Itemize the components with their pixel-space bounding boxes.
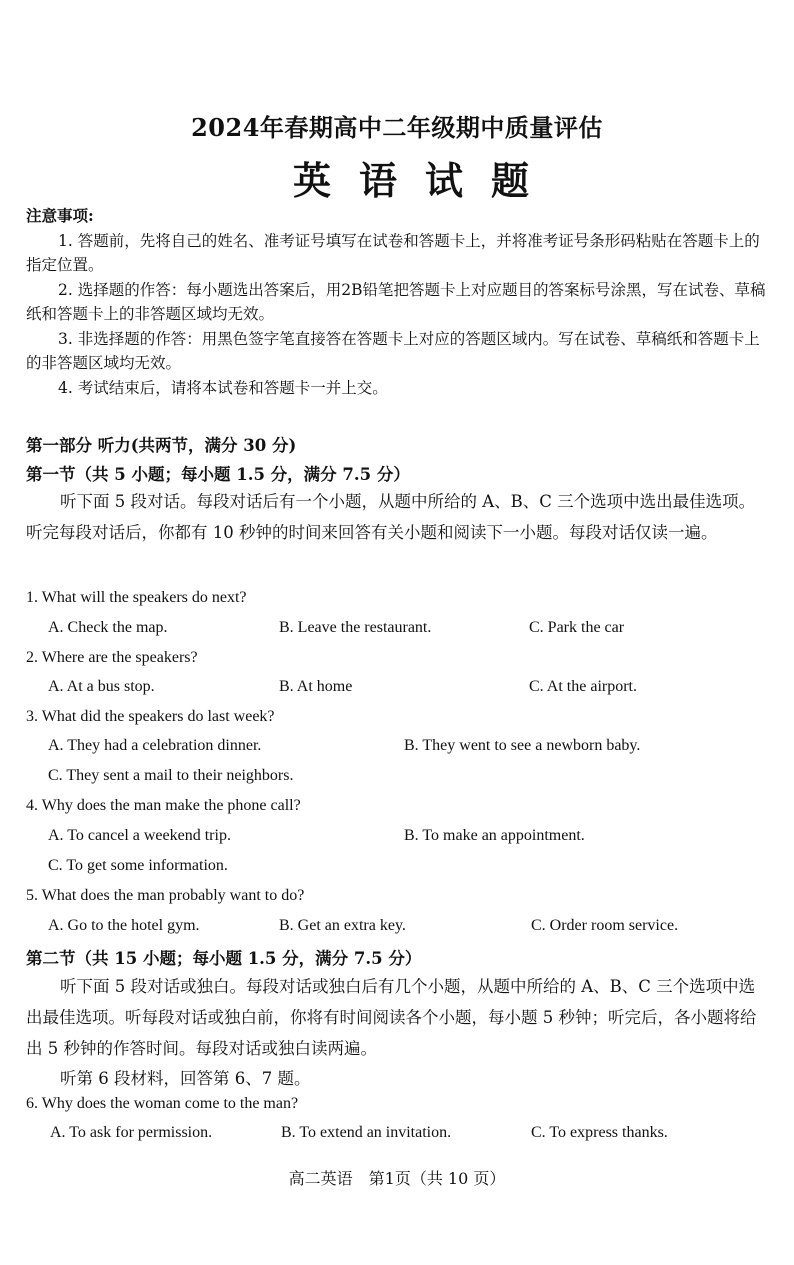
option-a: A. Check the map. (48, 619, 168, 636)
section1-title: 第一节（共 5 小题；每小题 1.5 分，满分 7.5 分） (26, 465, 410, 484)
option-b: B. At home (279, 678, 353, 695)
option-c: C. To get some information. (48, 857, 228, 874)
question-stem: 5. What does the man probably want to do? (26, 887, 305, 904)
question-stem: 4. Why does the man make the phone call? (26, 797, 301, 814)
option-a: A. To ask for permission. (50, 1124, 213, 1141)
material-note: 听第 6 段材料，回答第 6、7 题。 (60, 1069, 311, 1088)
notice-item: 2. 选择题的作答：每小题选出答案后，用2B铅笔把答题卡上对应题目的答案标号涂黑，写在试卷、草稿纸和答题卡上的非答题区域均无效。 (26, 280, 766, 323)
notice-item: 4. 考试结束后，请将本试卷和答题卡一并上交。 (58, 378, 388, 397)
option-a: A. Go to the hotel gym. (48, 917, 200, 934)
option-b: B. To make an appointment. (404, 827, 585, 844)
option-c: C. Order room service. (531, 917, 679, 934)
section2-title: 第二节（共 15 小题；每小题 1.5 分，满分 7.5 分） (26, 949, 422, 968)
question-stem: 3. What did the speakers do last week? (26, 708, 275, 725)
notice-item: 1. 答题前，先将自己的姓名、准考证号填写在试卷和答题卡上，并将准考证号条形码粘贴在答题卡上的指定位置。 (26, 231, 760, 274)
subject-title: 英语试题 (292, 158, 557, 203)
option-c: C. To express thanks. (531, 1124, 668, 1141)
option-a: A. They had a celebration dinner. (48, 737, 262, 754)
option-c: C. Park the car (529, 619, 625, 636)
notice-heading: 注意事项: (26, 206, 94, 225)
option-c: C. They sent a mail to their neighbors. (48, 767, 294, 784)
option-b: B. They went to see a newborn baby. (404, 737, 641, 754)
question-stem: 6. Why does the woman come to the man? (26, 1095, 299, 1112)
section1-instructions: 听下面 5 段对话。每段对话后有一个小题，从题中所给的 A、B、C 三个选项中选出最佳选项。听完每段对话后，你都有 10 秒钟的时间来回答有关小题和阅读下一小题。每段对话仅读一遍。 (26, 492, 756, 542)
option-b: B. Leave the restaurant. (279, 619, 432, 636)
option-a: A. To cancel a weekend trip. (48, 827, 231, 844)
option-a: A. At a bus stop. (48, 678, 155, 695)
exam-title: 2024年春期高中二年级期中质量评估 (191, 113, 603, 142)
question-stem: 2. Where are the speakers? (26, 649, 198, 666)
question-stem: 1. What will the speakers do next? (26, 589, 247, 606)
option-b: B. Get an extra key. (279, 917, 406, 934)
notice-item: 3. 非选择题的作答：用黑色签字笔直接答在答题卡上对应的答题区域内。写在试卷、草稿纸和答题卡上的非答题区域均无效。 (26, 329, 760, 372)
section2-instructions: 听下面 5 段对话或独白。每段对话或独白后有几个小题，从题中所给的 A、B、C 三个选项中选出最佳选项。听每段对话或独白前，你将有时间阅读各个小题，每小题 5 秒钟；听完后，各小题将给出 5 秒钟的作答时间。每段对话或独白读两遍。 (26, 977, 757, 1058)
option-b: B. To extend an invitation. (281, 1124, 452, 1141)
option-c: C. At the airport. (529, 678, 637, 695)
notice-block (26, 204, 774, 400)
part1-title: 第一部分 听力(共两节，满分 30 分) (26, 436, 297, 455)
page-footer: 高二英语 第1页（共 10 页） (288, 1169, 506, 1188)
